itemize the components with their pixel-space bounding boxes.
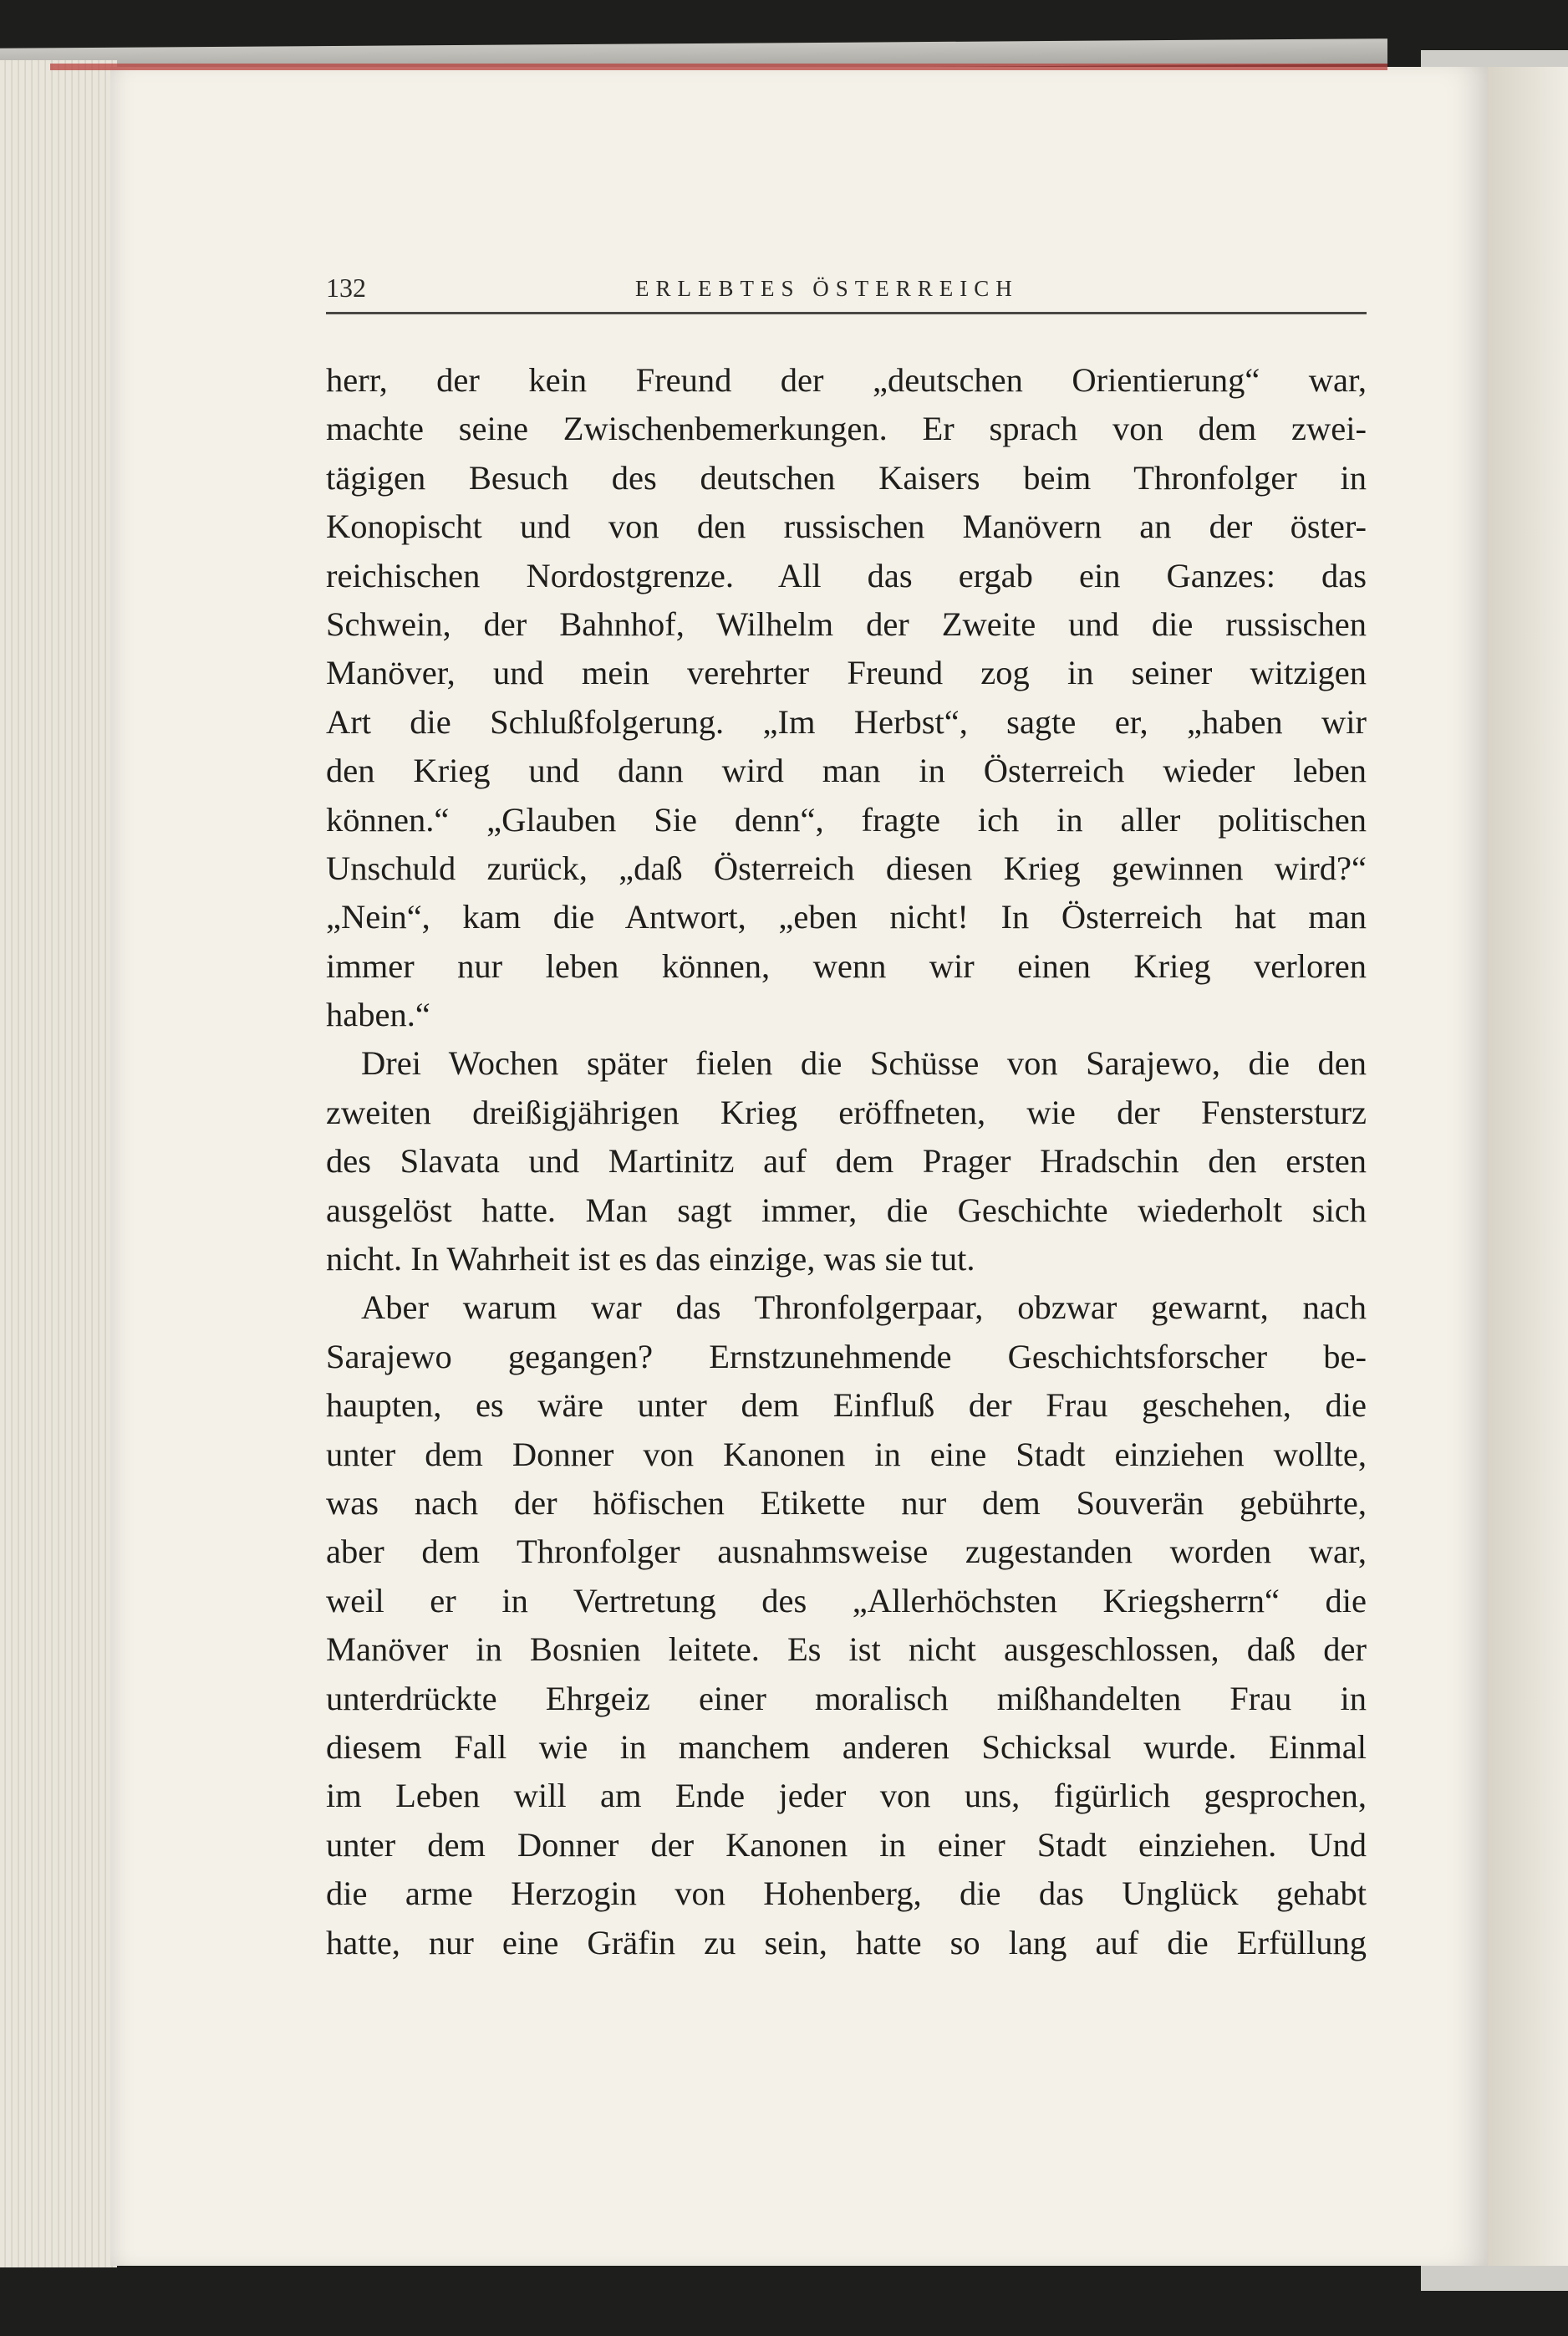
text-line: zweiten dreißigjährigen Krieg eröffneten, wie der Fenstersturz [326, 1093, 1367, 1131]
text-line: unterdrückte Ehrgeiz einer moralisch mißhandelten Frau in [326, 1679, 1367, 1717]
running-head [326, 273, 1367, 306]
text-line: unter dem Donner von Kanonen in eine Stadt einziehen wollte, [326, 1435, 1367, 1473]
text-line: Konopischt und von den russischen Manövern an der öster- [326, 507, 1367, 546]
text-line: diesem Fall wie in manchem anderen Schicksal wurde. Einmal [326, 1727, 1367, 1766]
paragraph [326, 356, 1367, 1039]
text-line: nicht. In Wahrheit ist es das einzige, was sie tut. [326, 1240, 975, 1278]
text-line: was nach der höfischen Etikette nur dem Souverän gebührte, [326, 1483, 1367, 1522]
text-line: können.“ „Glauben Sie denn“, fragte ich in aller politischen [326, 800, 1367, 839]
text-line: haben.“ [326, 996, 430, 1034]
text-line: Art die Schlußfolgerung. „Im Herbst“, sagte er, „haben wir [326, 702, 1367, 741]
text-line: die arme Herzogin von Hohenberg, die das Unglück gehabt [326, 1874, 1367, 1913]
next-page-edge [1488, 67, 1568, 2266]
paragraph [326, 1283, 1367, 1966]
text-line: Manöver, und mein verehrter Freund zog in seiner witzigen [326, 654, 1367, 692]
text-line: hatte, nur eine Gräfin zu sein, hatte so lang auf die Erfüllung [326, 1923, 1367, 1961]
text-line: aber dem Thronfolger ausnahmsweise zugestanden worden war, [326, 1533, 1367, 1571]
text-line: unter dem Donner der Kanonen in einer Stadt einziehen. Und [326, 1825, 1367, 1864]
text-line: tägigen Besuch des deutschen Kaisers beim Thronfolger in [326, 458, 1367, 497]
text-line: Unschuld zurück, „daß Österreich diesen Krieg gewinnen wird?“ [326, 849, 1367, 887]
text-line: im Leben will am Ende jeder von uns, figürlich gesprochen, [326, 1777, 1367, 1815]
red-page-edge [50, 64, 1387, 70]
paragraph [326, 1039, 1367, 1283]
page-number: 132 [326, 273, 366, 303]
text-line: den Krieg und dann wird man in Österreich wieder leben [326, 752, 1367, 790]
text-line: Drei Wochen später fielen die Schüsse von Sarajewo, die den [361, 1044, 1367, 1083]
text-line: des Slavata und Martinitz auf dem Prager Hradschin den ersten [326, 1142, 1367, 1181]
page-stack-edges [0, 60, 117, 2267]
running-title: ERLEBTES ÖSTERREICH [635, 276, 1019, 301]
text-line: herr, der kein Freund der „deutschen Orientierung“ war, [326, 361, 1367, 399]
text-line: Aber warum war das Thronfolgerpaar, obzwar gewarnt, nach [361, 1288, 1367, 1327]
text-line: Schwein, der Bahnhof, Wilhelm der Zweite und die russischen [326, 604, 1367, 643]
text-line: ausgelöst hatte. Man sagt immer, die Geschichte wiederholt sich [326, 1191, 1367, 1229]
header-rule [326, 312, 1367, 314]
text-line: haupten, es wäre unter dem Einfluß der Frau geschehen, die [326, 1386, 1367, 1425]
text-line: Manöver in Bosnien leitete. Es ist nicht ausgeschlossen, daß der [326, 1630, 1367, 1669]
text-line: immer nur leben können, wenn wir einen Krieg verloren [326, 946, 1367, 985]
text-line: reichischen Nordostgrenze. All das ergab ein Ganzes: das [326, 556, 1367, 594]
text-line: machte seine Zwischenbemerkungen. Er sprach von dem zwei- [326, 410, 1367, 448]
text-line: weil er in Vertretung des „Allerhöchsten Kriegsherrn“ die [326, 1581, 1367, 1619]
text-line: Sarajewo gegangen? Ernstzunehmende Geschichtsforscher be- [326, 1337, 1367, 1375]
text-line: „Nein“, kam die Antwort, „eben nicht! In Österreich hat man [326, 898, 1367, 936]
body-text [326, 356, 1367, 1967]
